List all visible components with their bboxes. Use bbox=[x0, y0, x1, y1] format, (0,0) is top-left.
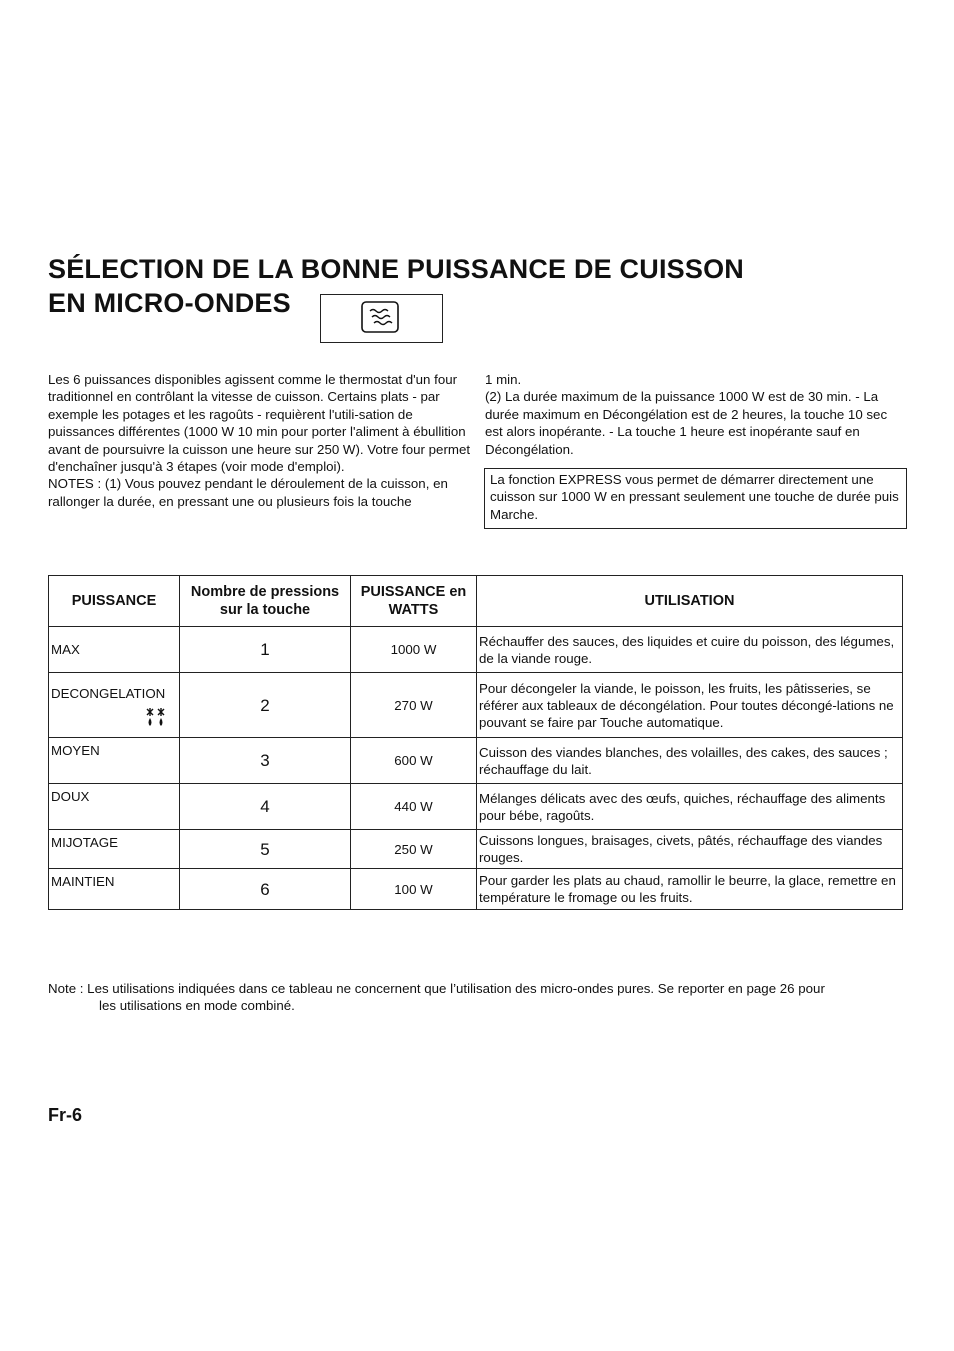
press-count: 2 bbox=[180, 673, 351, 738]
power-name: DECONGELATION bbox=[51, 686, 166, 701]
footnote-line-1: Note : Les utilisations indiquées dans ce tableau ne concernent que l’utilisation des micro-ondes pures. Se reporter en page 26 pour bbox=[48, 981, 825, 996]
page-number: Fr-6 bbox=[48, 1105, 83, 1125]
header-presses: Nombre de pressions sur la touche bbox=[180, 576, 351, 627]
usage-text: Pour garder les plats au chaud, ramollir le beurre, la glace, remettre en température le fromage ou les fruits. bbox=[477, 869, 903, 910]
watts-value: 600 W bbox=[351, 738, 477, 784]
press-count: 3 bbox=[180, 738, 351, 784]
watts-value: 440 W bbox=[351, 784, 477, 830]
table-row bbox=[49, 738, 903, 784]
intro-paragraph: Les 6 puissances disponibles agissent comme le thermostat d'un four traditionnel en contrôlant la vitesse de cuisson. Certains plats - par exemple les potages et les ragoûts - requièrent l'utili-sation de puissances différentes (1000 W 10 min pour porter l'aliment à ébullition avant de poursuivre la cuisson une heure sur 250 W). Votre four permet d'enchaîner jusqu'à 3 étapes (voir mode d'emploi). bbox=[48, 372, 471, 475]
table-row bbox=[49, 673, 903, 738]
header-power: PUISSANCE bbox=[49, 576, 180, 627]
usage-text: Mélanges délicats avec des œufs, quiches, réchauffage des aliments pour bébe, ragoûts. bbox=[477, 784, 903, 830]
microwave-waves-icon bbox=[361, 301, 399, 333]
intro-column-right bbox=[485, 371, 905, 458]
table-row bbox=[49, 784, 903, 830]
press-count: 1 bbox=[180, 627, 351, 673]
watts-value: 270 W bbox=[351, 673, 477, 738]
press-count: 6 bbox=[180, 869, 351, 910]
express-info-box: La fonction EXPRESS vous permet de démarrer directement une cuisson sur 1000 W en pressant seulement une touche de durée puis Marche. bbox=[484, 468, 907, 529]
power-name: MIJOTAGE bbox=[49, 830, 180, 869]
press-count: 4 bbox=[180, 784, 351, 830]
intro-column-left bbox=[48, 371, 472, 510]
table-footnote bbox=[48, 980, 908, 1015]
watts-value: 1000 W bbox=[351, 627, 477, 673]
table-header-row bbox=[49, 576, 903, 627]
table-row bbox=[49, 869, 903, 910]
notes-limits: (2) La durée maximum de la puissance 1000 W est de 30 min. - La durée maximum en Décongélation est de 2 heures, la touche 10 sec est alors inopérante. - La touche 1 heure est inopérante sauf en Décongélation. bbox=[485, 389, 888, 457]
usage-text: Réchauffer des sauces, des liquides et cuire du poisson, des légumes, de la viande rouge. bbox=[477, 627, 903, 673]
power-name: DOUX bbox=[49, 784, 180, 830]
watts-value: 100 W bbox=[351, 869, 477, 910]
table-row bbox=[49, 830, 903, 869]
footnote-line-2: les utilisations en mode combiné. bbox=[99, 998, 295, 1014]
power-table bbox=[48, 575, 903, 910]
header-usage: UTILISATION bbox=[477, 576, 903, 627]
usage-text: Cuisson des viandes blanches, des volailles, des cakes, des sauces ; réchauffage du lait. bbox=[477, 738, 903, 784]
usage-text: Cuissons longues, braisages, civets, pâtés, réchauffage des viandes rouges. bbox=[477, 830, 903, 869]
notes-paragraph: NOTES : (1) Vous pouvez pendant le déroulement de la cuisson, en rallonger la durée, en pressant une ou plusieurs fois la touche bbox=[48, 476, 448, 509]
table-row bbox=[49, 627, 903, 673]
notes-continuation: 1 min. bbox=[485, 372, 522, 387]
power-name: MAX bbox=[49, 627, 180, 673]
power-cell-defrost bbox=[49, 673, 180, 738]
microwave-symbol-box bbox=[320, 294, 443, 343]
usage-text: Pour décongeler la viande, le poisson, les fruits, les pâtisseries, se référer aux tableaux de décongélation. Pour toutes décongé-lations ne pouvant se faire par Touche automatique. bbox=[477, 673, 903, 738]
defrost-icon bbox=[145, 706, 167, 728]
power-name: MOYEN bbox=[49, 738, 180, 784]
power-name: MAINTIEN bbox=[49, 869, 180, 910]
header-watts: PUISSANCE en WATTS bbox=[351, 576, 477, 627]
press-count: 5 bbox=[180, 830, 351, 869]
title-line-2: EN MICRO-ONDES bbox=[48, 288, 291, 318]
watts-value: 250 W bbox=[351, 830, 477, 869]
title-line-1: SÉLECTION DE LA BONNE PUISSANCE DE CUISSON bbox=[48, 254, 744, 284]
